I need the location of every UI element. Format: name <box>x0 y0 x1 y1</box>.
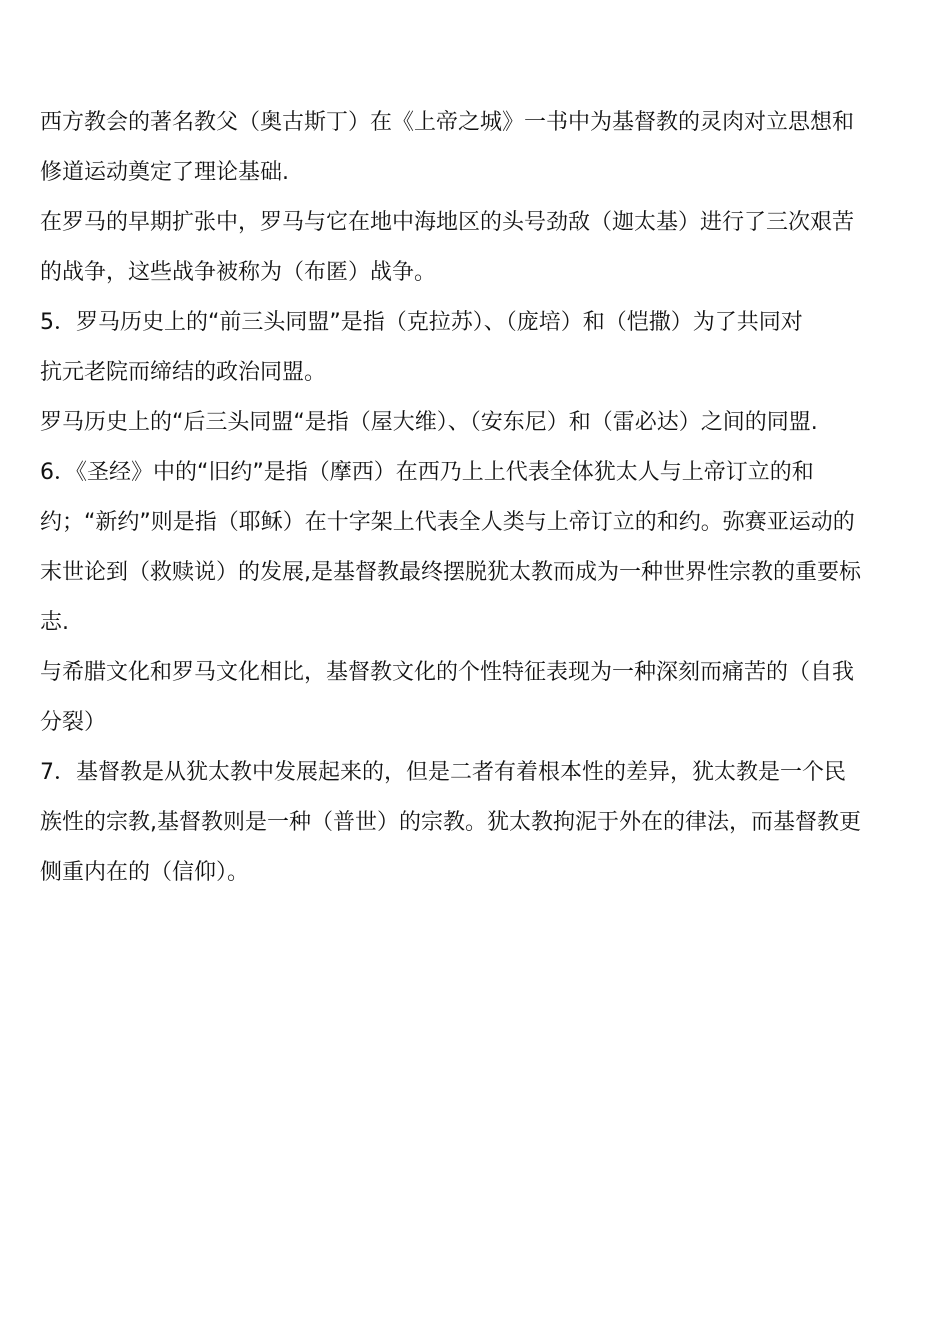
text-line: 西方教会的著名教父（奥古斯丁）在《上帝之城》一书中为基督教的灵肉对立思想和 <box>40 110 855 135</box>
text-line: 约；“新约”则是指（耶稣）在十字架上代表全人类与上帝订立的和约。弥赛亚运动的 <box>40 510 855 535</box>
text-line: 族性的宗教,基督教则是一种（普世）的宗教。犹太教拘泥于外在的律法，而基督教更 <box>40 810 861 835</box>
document-page <box>40 98 920 898</box>
text-line: 在罗马的早期扩张中，罗马与它在地中海地区的头号劲敌（迦太基）进行了三次艰苦 <box>40 210 855 235</box>
text-line: 5．罗马历史上的“前三头同盟”是指（克拉苏）、（庞培）和（恺撒）为了共同对 <box>40 310 803 335</box>
text-line: 与希腊文化和罗马文化相比，基督教文化的个性特征表现为一种深刻而痛苦的（自我 <box>40 660 855 685</box>
text-line: 分裂） <box>40 710 107 735</box>
text-line: 7．基督教是从犹太教中发展起来的，但是二者有着根本性的差异，犹太教是一个民 <box>40 760 846 785</box>
text-line: 修道运动奠定了理论基础. <box>40 160 289 185</box>
text-line: 末世论到（救赎说）的发展,是基督教最终摆脱犹太教而成为一种世界性宗教的重要标 <box>40 560 861 585</box>
text-line: 的战争，这些战争被称为（布匿）战争。 <box>40 260 437 285</box>
text-line: 抗元老院而缔结的政治同盟。 <box>40 360 327 385</box>
text-line: 侧重内在的（信仰）。 <box>40 860 250 885</box>
text-line: 志. <box>40 610 69 635</box>
text-line: 罗马历史上的“后三头同盟“是指（屋大维）、（安东尼）和（雷必达）之间的同盟. <box>40 410 818 435</box>
text-line: 6．《圣经》中的“旧约”是指（摩西）在西乃上上代表全体犹太人与上帝订立的和 <box>40 460 814 485</box>
